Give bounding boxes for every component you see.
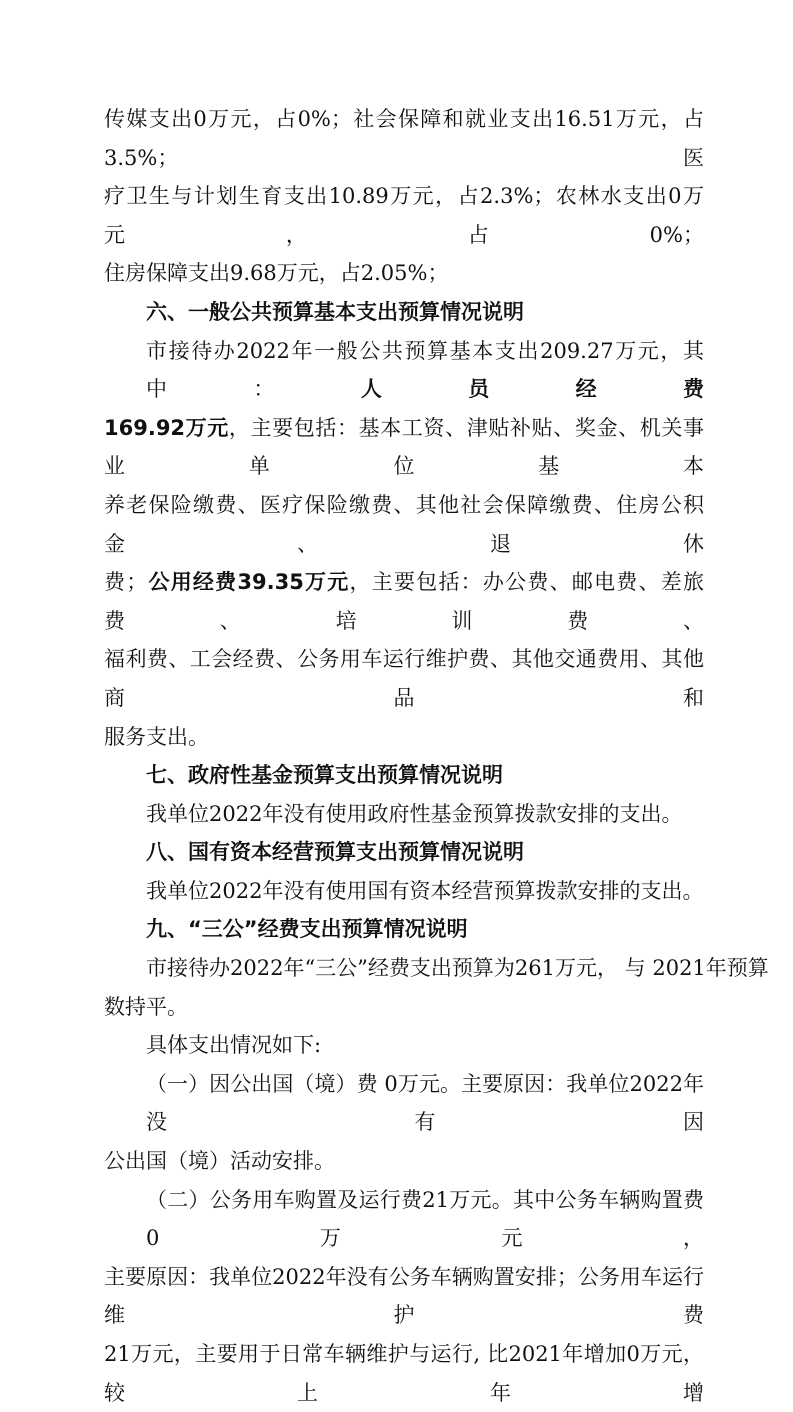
section-heading-6: 六、一般公共预算基本支出预算情况说明 <box>146 299 524 324</box>
body-line: 21万元，主要用于日常车辆维护与运行, 比2021年增加0万元，较上年增 <box>104 1342 704 1405</box>
document-body <box>104 100 769 1412</box>
body-line: 我单位2022年没有使用政府性基金预算拨款安排的支出。 <box>146 801 683 826</box>
body-line: 公出国（境）活动安排。 <box>104 1149 335 1174</box>
body-line: 福利费、工会经费、公务用车运行维护费、其他交通费用、其他商品和 <box>104 647 704 710</box>
body-line: 服务支出。 <box>104 724 209 749</box>
body-line: 我单位2022年没有使用国有资本经营预算拨款安排的支出。 <box>146 878 704 903</box>
body-text: ，主要包括：基本工资、津贴补贴、奖金、机关事业单位基本 <box>104 415 704 479</box>
section-heading-8: 八、国有资本经营预算支出预算情况说明 <box>146 840 524 865</box>
body-line <box>104 409 704 486</box>
body-line <box>104 563 704 640</box>
body-text: ，主要包括：办公费、邮电费、差旅费、培训费、 <box>104 570 704 633</box>
body-line: 数持平。 <box>104 994 188 1019</box>
body-line <box>104 332 704 409</box>
body-line: 传媒支出0万元，占0%；社会保障和就业支出16.51万元，占3.5%；医 <box>104 107 704 170</box>
bold-text: 169.92万元 <box>104 415 229 440</box>
body-line: 具体支出情况如下: <box>146 1033 322 1058</box>
body-line: 市接待办2022年“三公”经费支出预算为261万元， 与 2021年预算 <box>146 956 769 981</box>
bold-text: 人员经费 <box>360 377 705 402</box>
body-line: 住房保障支出9.68万元，占2.05%； <box>104 261 449 286</box>
body-text: 费； <box>104 570 148 595</box>
section-heading-9: 九、“三公”经费支出预算情况说明 <box>146 917 468 942</box>
body-line: 养老保险缴费、医疗保险缴费、其他社会保障缴费、住房公积金、退休 <box>104 492 704 556</box>
body-line: （一）因公出国（境）费 0万元。主要原因：我单位2022年没有因 <box>146 1071 704 1135</box>
bold-text: 公用经费39.35万元 <box>147 570 350 595</box>
body-line: （二）公务用车购置及运行费21万元。其中公务车辆购置费0万元， <box>146 1187 704 1251</box>
section-heading-7: 七、政府性基金预算支出预算情况说明 <box>146 763 503 788</box>
body-text: 市接待办2022年一般公共预算基本支出209.27万元，其中： <box>146 338 704 402</box>
body-line: 主要原因：我单位2022年没有公务车辆购置安排；公务用车运行维护费 <box>104 1264 704 1328</box>
body-line: 疗卫生与计划生育支出10.89万元，占2.3%；农林水支出0万元，占0%； <box>104 184 704 247</box>
